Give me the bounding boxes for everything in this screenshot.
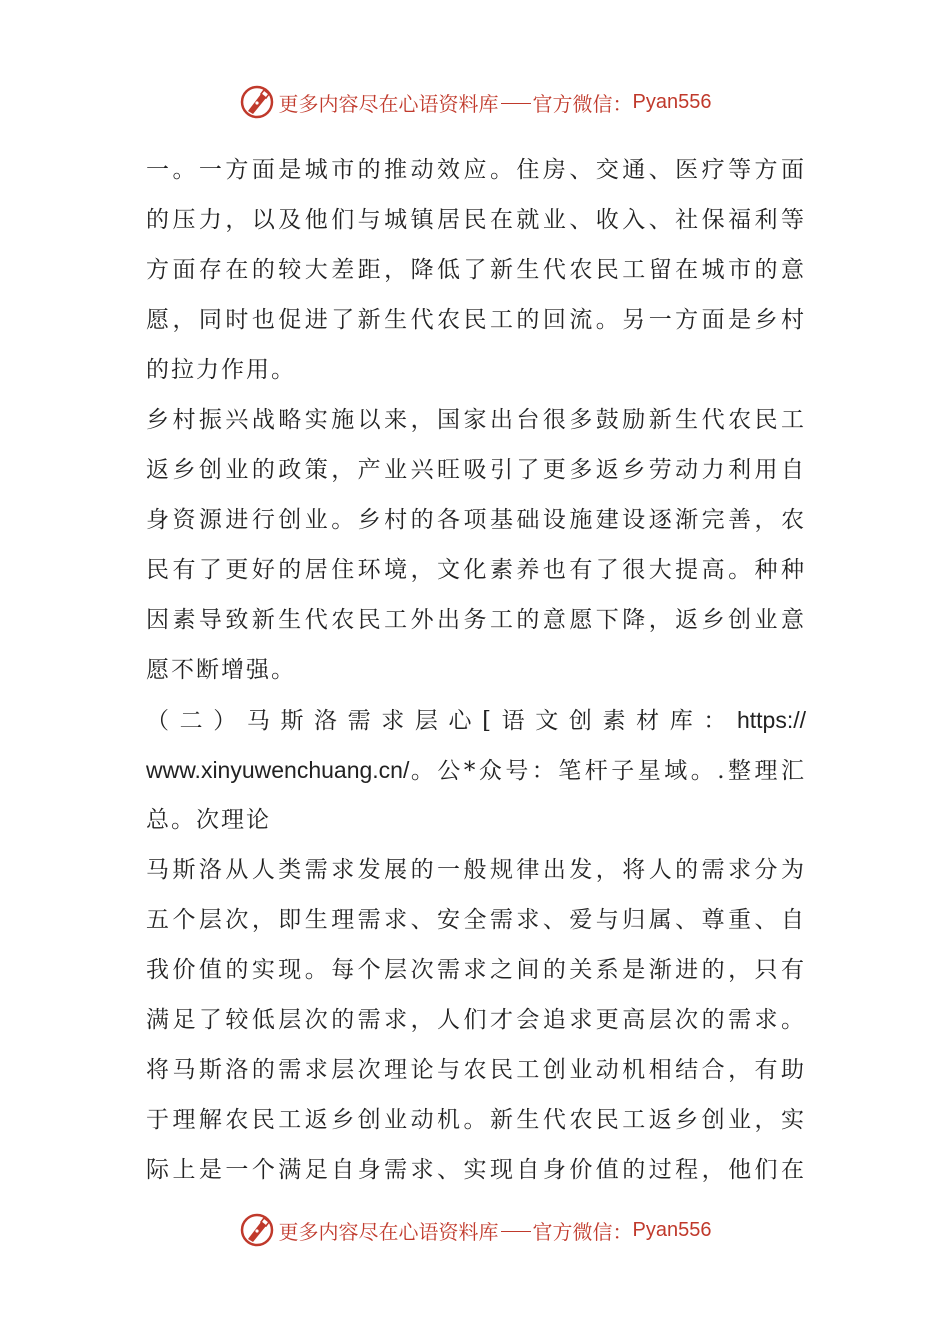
text-line: 的拉力作用。 — [146, 357, 296, 383]
text-line: 际上是一个满足自身需求、实现自身价值的过程，他们在 — [146, 1157, 806, 1183]
text-line: 的压力，以及他们与城镇居民在就业、收入、社保福利等 — [146, 207, 806, 233]
text-line: 因素导致新生代农民工外出务工的意愿下降，返乡创业意 — [146, 607, 806, 633]
section-heading: （二）马斯洛需求层心[语文创素材库： — [146, 708, 737, 734]
text-line: 民有了更好的居住环境，文化素养也有了很大提高。种种 — [146, 557, 806, 583]
text-line: 总。次理论 — [146, 807, 271, 833]
text-line: 五个层次，即生理需求、安全需求、爱与归属、尊重、自 — [146, 907, 806, 933]
footer-title: 更多内容尽在心语资料库 — [278, 1219, 499, 1244]
footer-banner — [0, 1210, 950, 1250]
text-line: 满足了较低层次的需求，人们才会追求更高层次的需求。 — [146, 1007, 806, 1033]
header-title: 更多内容尽在心语资料库 — [278, 91, 499, 116]
footer-wechat-id: Pyan556 — [632, 1218, 712, 1241]
text-line: 返乡创业的政策，产业兴旺吸引了更多返乡劳动力利用自 — [146, 457, 806, 483]
text-line: 身资源进行创业。乡村的各项基础设施建设逐渐完善，农 — [146, 507, 806, 533]
text-line: 马斯洛从人类需求发展的一般规律出发，将人的需求分为 — [146, 857, 806, 883]
pen-nib-logo-icon — [239, 1212, 275, 1248]
header-wechat-id: Pyan556 — [632, 90, 712, 113]
header-banner — [0, 82, 950, 122]
section-heading-line — [146, 695, 806, 745]
pen-nib-logo-icon — [239, 84, 275, 120]
document-body — [146, 145, 806, 1195]
url-suffix: 。公*众号：笔杆子星域。.整理汇 — [409, 758, 806, 784]
text-line: 一。一方面是城市的推动效应。住房、交通、医疗等方面 — [146, 157, 806, 183]
url-prefix: https:// — [736, 707, 806, 733]
text-line: 将马斯洛的需求层次理论与农民工创业动机相结合，有助 — [146, 1057, 806, 1083]
url-line — [146, 745, 806, 795]
text-line: 愿，同时也促进了新生代农民工的回流。另一方面是乡村 — [146, 307, 806, 333]
text-line: 乡村振兴战略实施以来，国家出台很多鼓励新生代农民工 — [146, 407, 806, 433]
text-line: 方面存在的较大差距，降低了新生代农民工留在城市的意 — [146, 257, 806, 283]
text-line: 我价值的实现。每个层次需求之间的关系是渐进的，只有 — [146, 957, 806, 983]
footer-official: 官方微信： — [532, 1219, 633, 1244]
header-official: 官方微信： — [532, 91, 633, 116]
footer-dash — [501, 1231, 531, 1232]
text-line: 于理解农民工返乡创业动机。新生代农民工返乡创业，实 — [146, 1107, 806, 1133]
text-line: 愿不断增强。 — [146, 657, 296, 683]
url-link[interactable]: www.xinyuwenchuang.cn/ — [146, 757, 410, 783]
header-dash — [501, 103, 531, 104]
